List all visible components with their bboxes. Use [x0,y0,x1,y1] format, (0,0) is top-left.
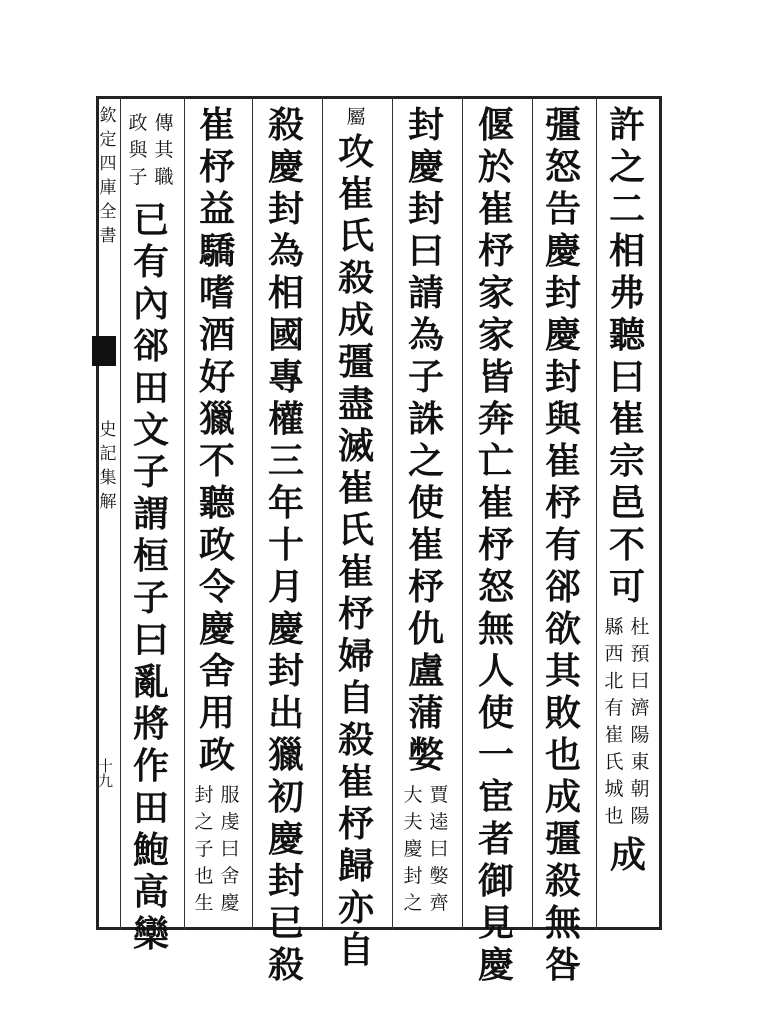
text-char: 屬 [346,106,366,128]
text-char: 郤 [544,566,581,608]
text-char: 為 [267,230,304,272]
text-char: 慶 [267,146,304,188]
commentary-char: 濟 [630,697,650,719]
text-char: 崔 [198,104,235,146]
text-char: 殺 [544,860,581,902]
text-char: 將 [132,703,169,745]
text-char: 奔 [477,398,514,440]
text-char: 高 [132,871,169,913]
text-char: 已 [267,902,304,944]
text-char: 宗 [608,440,645,482]
text-char: 無 [544,902,581,944]
text-char: 也 [544,734,581,776]
text-char: 相 [267,272,304,314]
text-char: 郤 [132,325,169,367]
text-char: 亦 [337,887,374,929]
text-char: 滅 [337,425,374,467]
text-char: 人 [477,650,514,692]
text-char: 好 [198,356,235,398]
commentary-char: 夫 [403,811,423,833]
text-column [131,199,171,955]
text-char: 無 [477,608,514,650]
text-char: 文 [132,409,169,451]
commentary-line [628,614,652,830]
commentary-char: 子 [128,166,148,188]
text-char: 國 [267,314,304,356]
text-char: 桓 [132,535,169,577]
commentary-char: 其 [154,139,174,161]
text-char: 其 [544,650,581,692]
text-char: 自 [337,929,374,971]
text-char: 曰 [407,230,444,272]
text-char: 權 [267,398,304,440]
text-char: 聽 [608,314,645,356]
text-char: 慶 [477,944,514,986]
commentary-char: 曰 [220,838,240,860]
text-char: 盧 [407,650,444,692]
text-char: 鮑 [132,829,169,871]
text-char: 蒲 [407,692,444,734]
text-char: 自 [337,677,374,719]
text-char: 崔 [337,761,374,803]
commentary-char: 崔 [604,724,624,746]
text-char: 崔 [544,440,581,482]
commentary-char: 嫳 [429,865,449,887]
text-char: 封 [544,356,581,398]
text-char: 家 [477,272,514,314]
commentary-char: 也 [604,805,624,827]
text-char: 成 [609,834,646,876]
commentary-line [401,782,425,917]
text-char: 封 [407,188,444,230]
text-char: 彊 [337,341,374,383]
text-char: 崔 [407,524,444,566]
margin-char: 全 [99,202,117,222]
text-char: 見 [477,902,514,944]
commentary-char: 虔 [220,811,240,833]
text-char: 杼 [544,482,581,524]
commentary-char: 陽 [630,724,650,746]
text-char: 成 [337,299,374,341]
text-char: 欒 [132,913,169,955]
commentary-char: 有 [604,697,624,719]
commentary-char: 預 [630,643,650,665]
text-char: 於 [477,146,514,188]
commentary-line [218,782,242,917]
margin-char: 解 [99,492,117,512]
commentary-char: 政 [128,112,148,134]
text-char: 內 [132,283,169,325]
commentary-char: 東 [630,751,650,773]
text-char: 出 [267,692,304,734]
text-char: 十 [267,524,304,566]
text-char: 杼 [198,146,235,188]
commentary-line [602,614,626,830]
text-char: 崔 [337,173,374,215]
text-char: 氏 [337,215,374,257]
text-char: 田 [132,787,169,829]
text-char: 慶 [544,230,581,272]
text-char: 三 [267,440,304,482]
text-char: 封 [544,272,581,314]
column-rule [532,96,533,930]
margin-char: 集 [99,468,117,488]
column-rule [596,96,597,930]
text-char: 嗜 [198,272,235,314]
text-char: 杼 [337,803,374,845]
text-char: 作 [132,745,169,787]
text-char: 者 [477,818,514,860]
commentary-char: 陽 [630,805,650,827]
margin-book-title [96,418,120,514]
text-char: 殺 [267,104,304,146]
text-char: 慶 [544,314,581,356]
commentary-char: 生 [194,892,214,914]
text-char: 不 [198,440,235,482]
column-rule [184,96,185,930]
text-char: 誅 [407,398,444,440]
text-char: 慶 [407,146,444,188]
text-char: 舍 [198,650,235,692]
text-char: 獵 [198,398,235,440]
text-char: 田 [132,367,169,409]
commentary-char: 舍 [220,865,240,887]
text-char: 嫳 [407,734,444,776]
commentary-char: 之 [194,811,214,833]
text-char: 政 [198,734,235,776]
text-char: 聽 [198,482,235,524]
column-rule [462,96,463,930]
text-char: 封 [267,188,304,230]
commentary-char: 齊 [429,892,449,914]
commentary-char: 慶 [403,838,423,860]
text-char: 杼 [477,230,514,272]
text-char: 相 [608,230,645,272]
text-char: 婦 [337,635,374,677]
commentary-char: 服 [220,784,240,806]
text-char: 殺 [337,257,374,299]
text-column [543,104,583,986]
text-char: 杼 [477,524,514,566]
commentary-char: 氏 [604,751,624,773]
margin-char: 四 [99,154,117,174]
text-char: 彊 [544,104,581,146]
commentary-line [152,110,176,191]
text-char: 有 [544,524,581,566]
text-char: 杼 [407,566,444,608]
commentary-line [126,110,150,191]
text-char: 獵 [267,734,304,776]
text-char: 氏 [337,509,374,551]
text-char: 敗 [544,692,581,734]
text-char: 子 [407,356,444,398]
commentary-char: 傳 [154,112,174,134]
text-char: 崔 [608,398,645,440]
text-char: 封 [267,650,304,692]
commentary-char: 封 [403,865,423,887]
column-rule [252,96,253,930]
margin-char: 記 [99,444,117,464]
text-char: 封 [407,104,444,146]
text-char: 可 [608,566,645,608]
text-char: 殺 [337,719,374,761]
text-char: 初 [267,776,304,818]
margin-char: 史 [99,420,117,440]
text-char: 慶 [198,608,235,650]
commentary-char: 封 [194,784,214,806]
text-char: 封 [267,860,304,902]
text-char: 慶 [267,818,304,860]
commentary-char: 之 [403,892,423,914]
commentary-line [192,782,216,917]
text-char: 殺 [267,944,304,986]
text-char: 之 [407,440,444,482]
text-char: 有 [132,241,169,283]
text-char: 使 [477,692,514,734]
commentary-char: 杜 [630,616,650,638]
text-char: 專 [267,356,304,398]
text-char: 與 [544,398,581,440]
text-char: 一 [477,734,514,776]
text-column [197,104,237,776]
text-char: 怒 [477,566,514,608]
commentary-char: 大 [403,784,423,806]
text-char: 欲 [544,608,581,650]
text-char: 用 [198,692,235,734]
text-char: 子 [132,577,169,619]
column-rule [322,96,323,930]
text-char: 崔 [337,467,374,509]
text-char: 家 [477,314,514,356]
text-char: 盡 [337,383,374,425]
text-column [406,104,446,776]
text-char: 子 [132,451,169,493]
text-char: 宦 [477,776,514,818]
text-char: 杼 [337,593,374,635]
commentary-char: 西 [604,643,624,665]
text-char: 年 [267,482,304,524]
text-char: 歸 [337,845,374,887]
commentary-note [401,782,451,917]
text-char: 不 [608,524,645,566]
text-char: 告 [544,188,581,230]
text-char: 亂 [132,661,169,703]
commentary-char: 賈 [429,784,449,806]
text-char: 二 [608,188,645,230]
commentary-char: 逵 [429,811,449,833]
commentary-note [126,110,176,191]
margin-char: 書 [99,226,117,246]
commentary-char: 北 [604,670,624,692]
text-char: 許 [608,104,645,146]
text-char: 成 [544,776,581,818]
text-char: 之 [608,146,645,188]
text-char: 咎 [544,944,581,986]
text-char: 令 [198,566,235,608]
column-rule [120,96,121,930]
margin-header [96,104,120,248]
text-char: 驕 [198,230,235,272]
text-char: 仇 [407,608,444,650]
commentary-char: 縣 [604,616,624,638]
commentary-char: 曰 [429,838,449,860]
column-rule [392,96,393,930]
commentary-line [427,782,451,917]
text-char: 月 [267,566,304,608]
text-char: 慶 [267,608,304,650]
commentary-char: 曰 [630,670,650,692]
text-char: 弗 [608,272,645,314]
text-char: 怒 [544,146,581,188]
margin-char: 庫 [99,178,117,198]
margin-char: 定 [99,130,117,150]
text-column [336,104,376,971]
text-column [266,104,306,986]
text-char: 亡 [477,440,514,482]
commentary-char: 慶 [220,892,240,914]
commentary-char: 子 [194,838,214,860]
text-char: 益 [198,188,235,230]
text-char: 已 [132,199,169,241]
text-column [607,104,647,608]
text-char: 請 [407,272,444,314]
text-char: 攻 [337,131,374,173]
text-char: 崔 [337,551,374,593]
commentary-char: 與 [128,139,148,161]
text-column [476,104,516,986]
text-char: 曰 [608,356,645,398]
text-char: 曰 [132,619,169,661]
text-char: 彊 [544,818,581,860]
commentary-char: 職 [154,166,174,188]
text-char: 酒 [198,314,235,356]
commentary-char: 也 [194,865,214,887]
page-number: 十九 [96,758,114,788]
text-char: 謂 [132,493,169,535]
commentary-note [602,614,652,830]
text-char: 為 [407,314,444,356]
fishtail-mark [92,336,116,366]
text-char: 政 [198,524,235,566]
text-char: 御 [477,860,514,902]
margin-char: 欽 [99,106,117,126]
commentary-char: 朝 [630,778,650,800]
commentary-note [192,782,242,917]
text-char: 崔 [477,188,514,230]
text-char: 邑 [608,482,645,524]
text-char: 皆 [477,356,514,398]
text-char: 崔 [477,482,514,524]
text-char: 偃 [477,104,514,146]
text-char: 使 [407,482,444,524]
commentary-char: 城 [604,778,624,800]
